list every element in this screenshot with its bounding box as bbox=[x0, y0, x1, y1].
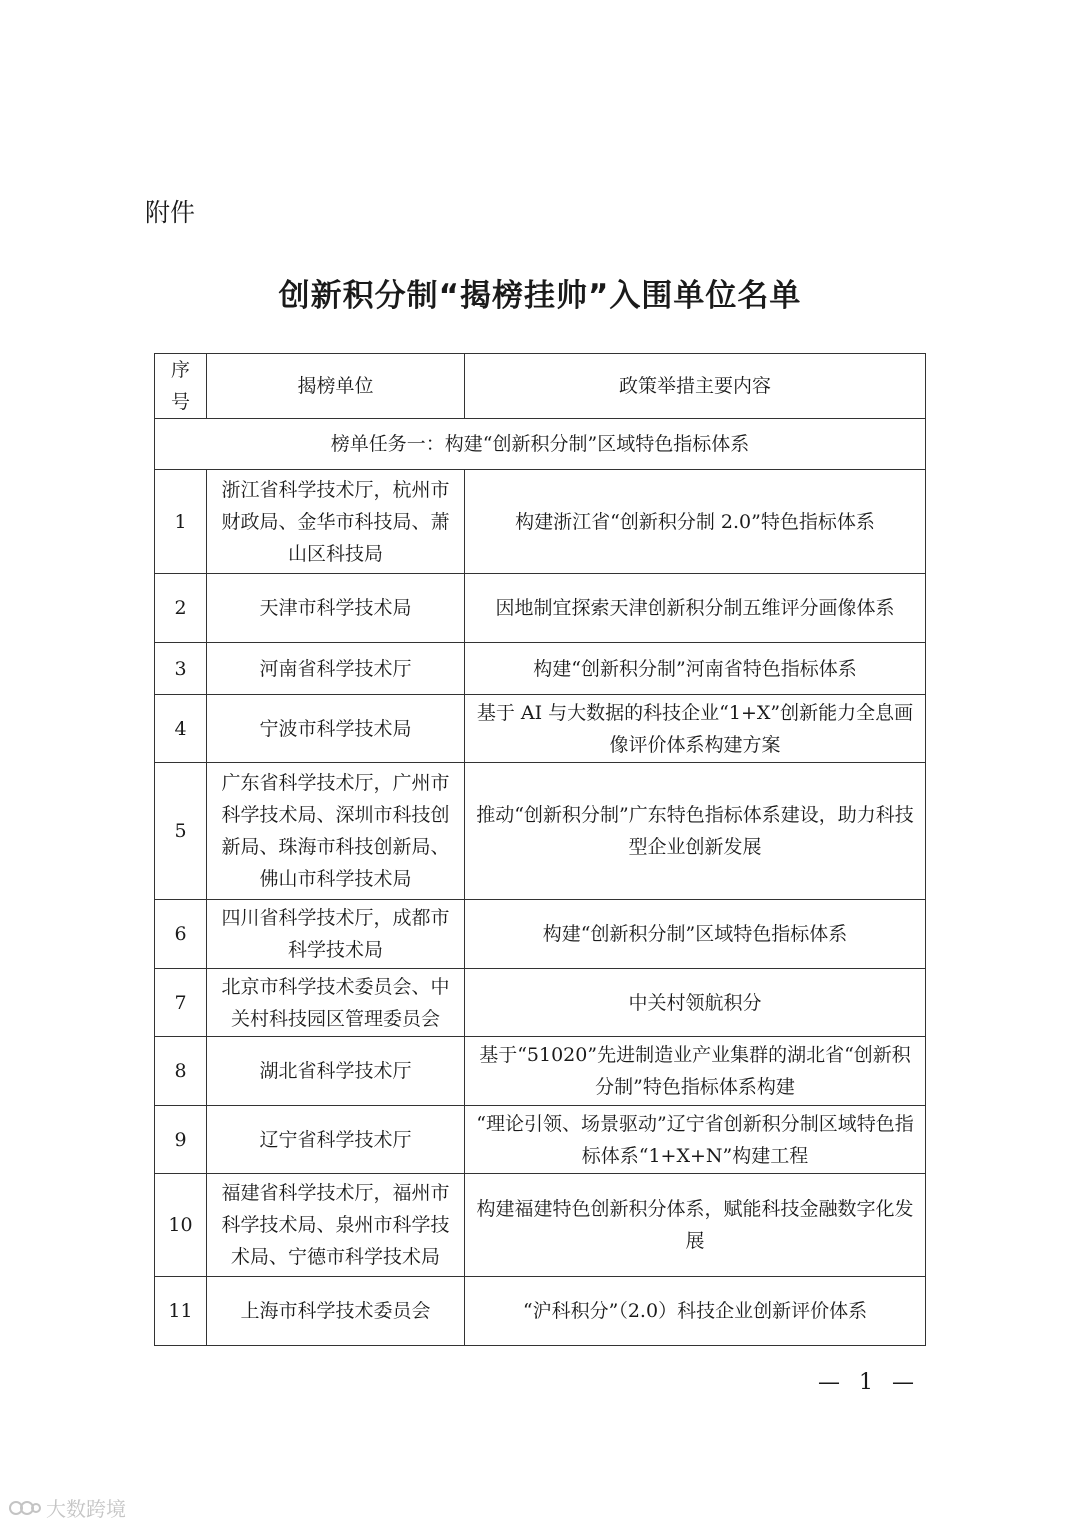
attachment-label: 附件 bbox=[145, 198, 196, 227]
table-row bbox=[155, 969, 926, 1037]
shortlist-table bbox=[154, 353, 926, 1346]
section-title: 榜单任务一：构建“创新积分制”区域特色指标体系 bbox=[155, 419, 926, 470]
row-content: 构建浙江省“创新积分制 2.0”特色指标体系 bbox=[465, 470, 926, 574]
column-header-unit: 揭榜单位 bbox=[207, 354, 465, 419]
row-content: 中关村领航积分 bbox=[465, 969, 926, 1037]
row-no: 6 bbox=[155, 900, 207, 969]
row-no: 9 bbox=[155, 1106, 207, 1174]
table-row bbox=[155, 695, 926, 763]
row-unit: 福建省科学技术厅，福州市科学技术局、泉州市科学技术局、宁德市科学技术局 bbox=[207, 1174, 465, 1277]
row-no: 7 bbox=[155, 969, 207, 1037]
row-content: 基于 AI 与大数据的科技企业“1+X”创新能力全息画像评价体系构建方案 bbox=[465, 695, 926, 763]
page-title: 创新积分制“揭榜挂帅”入围单位名单 bbox=[278, 278, 802, 314]
table-row bbox=[155, 643, 926, 695]
row-no: 5 bbox=[155, 763, 207, 900]
row-no: 11 bbox=[155, 1277, 207, 1346]
table-row bbox=[155, 763, 926, 900]
row-content: “理论引领、场景驱动”辽宁省创新积分制区域特色指标体系“1+X+N”构建工程 bbox=[465, 1106, 926, 1174]
row-no: 2 bbox=[155, 574, 207, 643]
row-unit: 辽宁省科学技术厅 bbox=[207, 1106, 465, 1174]
watermark-logo-icon bbox=[8, 1498, 42, 1518]
row-content: 因地制宜探索天津创新积分制五维评分画像体系 bbox=[465, 574, 926, 643]
table-row bbox=[155, 900, 926, 969]
row-content: 基于“51020”先进制造业产业集群的湖北省“创新积分制”特色指标体系构建 bbox=[465, 1037, 926, 1106]
row-no: 8 bbox=[155, 1037, 207, 1106]
row-unit: 四川省科学技术厅，成都市科学技术局 bbox=[207, 900, 465, 969]
table-header-row bbox=[155, 354, 926, 419]
row-unit: 北京市科学技术委员会、中关村科技园区管理委员会 bbox=[207, 969, 465, 1037]
table-row bbox=[155, 470, 926, 574]
row-content: 构建福建特色创新积分体系，赋能科技金融数字化发展 bbox=[465, 1174, 926, 1277]
row-no: 3 bbox=[155, 643, 207, 695]
table-row bbox=[155, 1037, 926, 1106]
watermark-text: 大数跨境 bbox=[46, 1497, 126, 1521]
row-no: 1 bbox=[155, 470, 207, 574]
row-content: “沪科积分”（2.0）科技企业创新评价体系 bbox=[465, 1277, 926, 1346]
row-unit: 广东省科学技术厅，广州市科学技术局、深圳市科技创新局、珠海市科技创新局、佛山市科学技术局 bbox=[207, 763, 465, 900]
row-no: 10 bbox=[155, 1174, 207, 1277]
row-unit: 上海市科学技术委员会 bbox=[207, 1277, 465, 1346]
row-unit: 浙江省科学技术厅，杭州市财政局、金华市科技局、萧山区科技局 bbox=[207, 470, 465, 574]
row-no: 4 bbox=[155, 695, 207, 763]
row-content: 构建“创新积分制”河南省特色指标体系 bbox=[465, 643, 926, 695]
row-content: 构建“创新积分制”区域特色指标体系 bbox=[465, 900, 926, 969]
row-unit: 宁波市科学技术局 bbox=[207, 695, 465, 763]
row-content: 推动“创新积分制”广东特色指标体系建设，助力科技型企业创新发展 bbox=[465, 763, 926, 900]
table-row bbox=[155, 574, 926, 643]
row-unit: 湖北省科学技术厅 bbox=[207, 1037, 465, 1106]
row-unit: 河南省科学技术厅 bbox=[207, 643, 465, 695]
column-header-no: 序号 bbox=[155, 354, 207, 419]
table-row bbox=[155, 1277, 926, 1346]
watermark bbox=[8, 1493, 126, 1522]
page-number: — 1 — bbox=[818, 1370, 920, 1395]
row-unit: 天津市科学技术局 bbox=[207, 574, 465, 643]
table-row bbox=[155, 1174, 926, 1277]
section-row bbox=[155, 419, 926, 470]
column-header-content: 政策举措主要内容 bbox=[465, 354, 926, 419]
table-row bbox=[155, 1106, 926, 1174]
